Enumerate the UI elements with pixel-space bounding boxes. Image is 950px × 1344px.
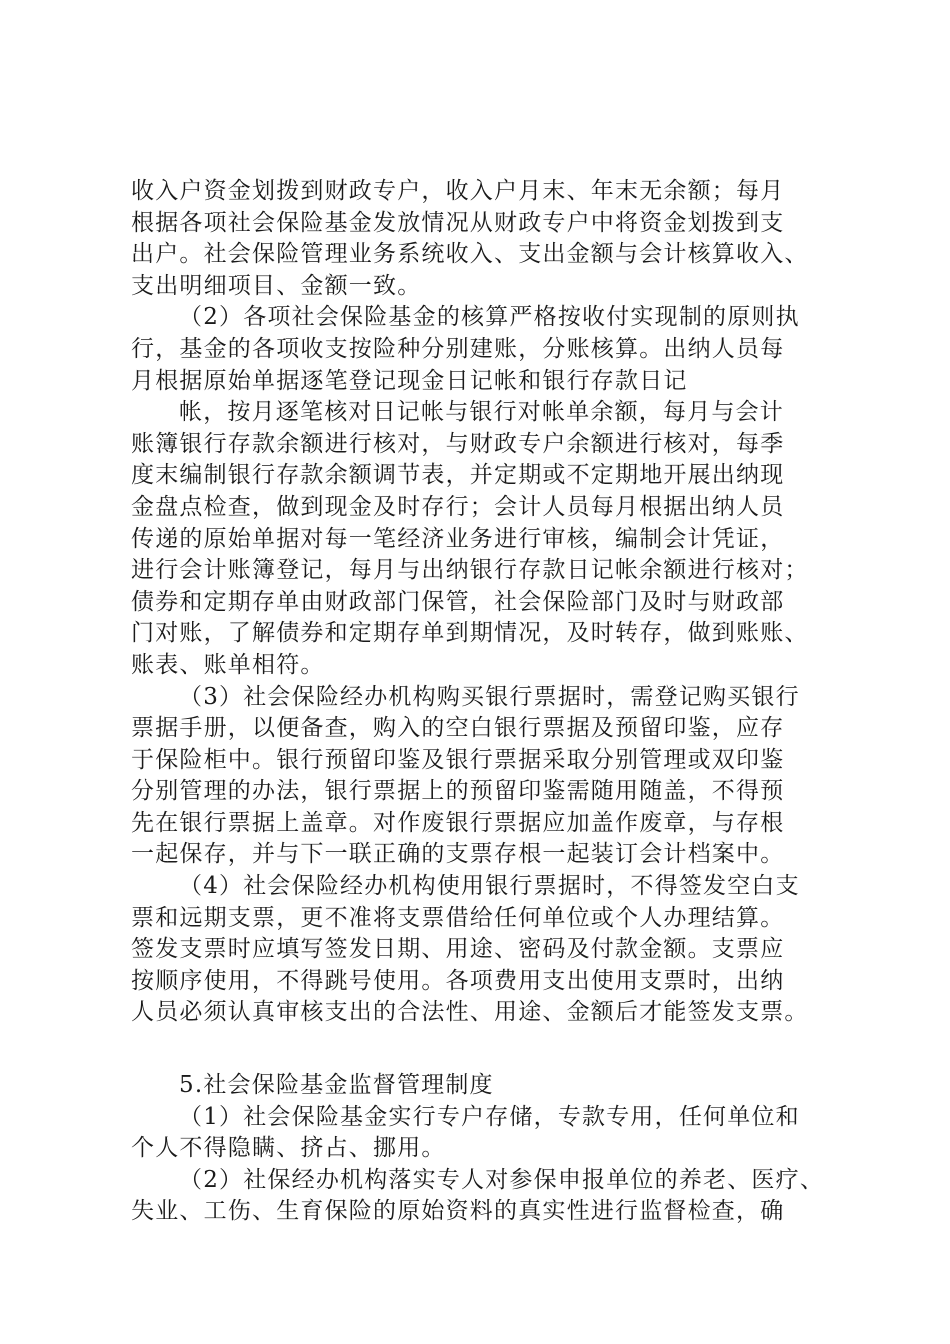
text-line: 票和远期支票，更不准将支票借给任何单位或个人办理结算。 [131, 904, 785, 931]
text-line: 按顺序使用，不得跳号使用。各项费用支出使用支票时，出纳 [131, 967, 785, 994]
text-line: 分别管理的办法，银行票据上的预留印鉴需随用随盖，不得预 [131, 778, 785, 805]
text-line: 人员必须认真审核支出的合法性、用途、金额后才能签发支票。 [131, 999, 809, 1026]
text-line: 个人不得隐瞒、挤占、挪用。 [131, 1135, 446, 1162]
text-line: 进行会计账簿登记，每月与出纳银行存款日记帐余额进行核对； [131, 557, 809, 584]
text-line: 出户。社会保险管理业务系统收入、支出金额与会计核算收入、 [131, 241, 809, 268]
section-heading: 5.社会保险基金监督管理制度 [179, 1072, 494, 1099]
text-line: 支出明细项目、金额一致。 [131, 272, 422, 299]
text-line: 度末编制银行存款余额调节表，并定期或不定期地开展出纳现 [131, 462, 785, 489]
text-line: 账表、账单相符。 [131, 651, 325, 678]
paragraph-start-line: （4）社会保险经办机构使用银行票据时，不得签发空白支 [179, 873, 800, 900]
document-body [131, 176, 851, 1228]
text-line: 根据各项社会保险基金发放情况从财政专户中将资金划拨到支 [131, 209, 785, 236]
text-line: 月根据原始单据逐笔登记现金日记帐和银行存款日记 [131, 367, 688, 394]
text-line: 金盘点检查，做到现金及时存行；会计人员每月根据出纳人员 [131, 493, 785, 520]
paragraph-start-line: （2）各项社会保险基金的核算严格按收付实现制的原则执 [179, 304, 800, 331]
paragraph-start-line: 帐，按月逐笔核对日记帐与银行对帐单余额，每月与会计 [179, 399, 784, 426]
text-line: 门对账，了解债券和定期存单到期情况，及时转存，做到账账、 [131, 620, 809, 647]
text-line: 行，基金的各项收支按险种分别建账，分账核算。出纳人员每 [131, 335, 785, 362]
text-line: 票据手册，以便备查，购入的空白银行票据及预留印鉴，应存 [131, 715, 785, 742]
text-line: 债券和定期存单由财政部门保管，社会保险部门及时与财政部 [131, 588, 785, 615]
text-line: 一起保存，并与下一联正确的支票存根一起装订会计档案中。 [131, 841, 785, 868]
paragraph-start-line: （2）社保经办机构落实专人对参保申报单位的养老、医疗、 [179, 1166, 825, 1193]
paragraph-start-line: （3）社会保险经办机构购买银行票据时，需登记购买银行 [179, 683, 800, 710]
section-gap [131, 1029, 851, 1070]
text-line: 账簿银行存款余额进行核对，与财政专户余额进行核对，每季 [131, 430, 785, 457]
text-line: 先在银行票据上盖章。对作废银行票据应加盖作废章，与存根 [131, 809, 785, 836]
text-line: 收入户资金划拨到财政专户，收入户月末、年末无余额；每月 [131, 178, 785, 204]
text-line: 失业、工伤、生育保险的原始资料的真实性进行监督检查，确 [131, 1198, 785, 1225]
text-line: 签发支票时应填写签发日期、用途、密码及付款金额。支票应 [131, 936, 785, 963]
text-line: 于保险柜中。银行预留印鉴及银行票据采取分别管理或双印鉴 [131, 746, 785, 773]
text-line: 传递的原始单据对每一笔经济业务进行审核，编制会计凭证， [131, 525, 785, 552]
paragraph-start-line: （1）社会保险基金实行专户存储，专款专用，任何单位和 [179, 1103, 800, 1130]
